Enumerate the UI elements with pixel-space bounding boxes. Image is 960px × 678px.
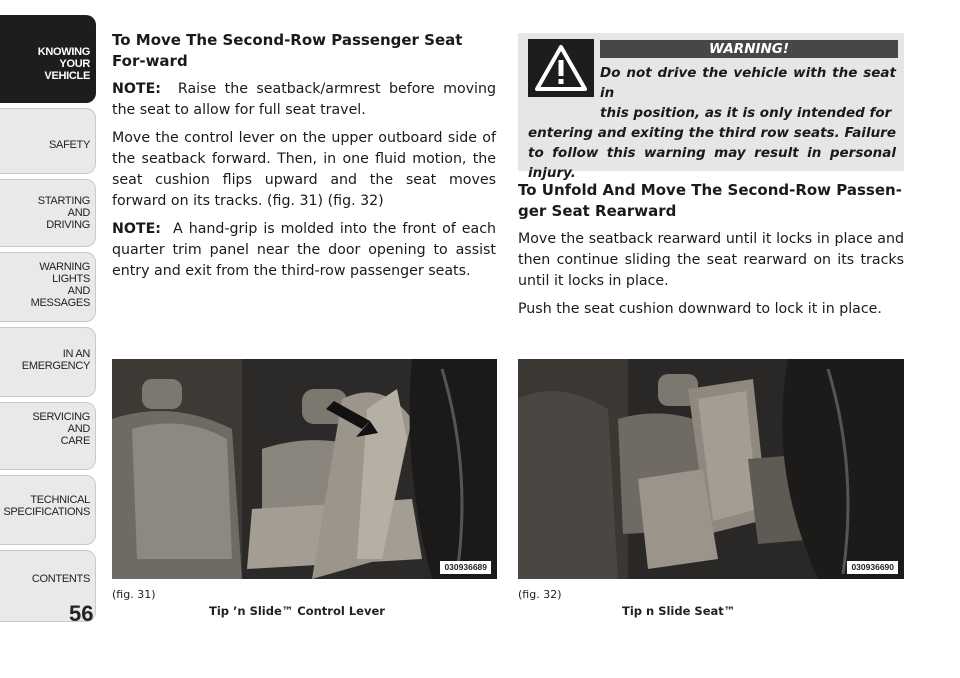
note-label: NOTE: — [112, 221, 161, 237]
right-column — [518, 180, 904, 327]
tab-label: SERVICING AND CARE — [32, 411, 90, 447]
figure-31-photo — [112, 359, 497, 579]
note-text: A hand-grip is molded into the front of each quarter trim panel near the door opening to assist entry and exit from the third-row passenger seats. — [112, 221, 496, 279]
warning-body: entering and exiting the third row seats. Failure to follow this warning may result in personal injury. — [528, 125, 896, 181]
figure-32-photo — [518, 359, 904, 579]
body-paragraph: Move the seatback rearward until it locks in place and then continue sliding the seat rearward on its tracks until it locks in place. — [518, 231, 904, 289]
tab-starting-and-driving[interactable] — [0, 179, 96, 247]
tab-label: WARNING LIGHTS AND MESSAGES — [30, 261, 90, 309]
figure-number: (fig. 32) — [518, 588, 562, 601]
tab-label: CONTENTS — [31, 573, 90, 585]
figure-caption: Tip ’n Slide™ Control Lever — [209, 604, 385, 618]
tip-slide-seat-illustration — [518, 359, 904, 579]
warning-title: WARNING! — [600, 40, 898, 58]
left-column — [112, 30, 496, 289]
body-paragraph: Push the seat cushion downward to lock it in place. — [518, 301, 882, 317]
note-paragraph — [112, 79, 496, 121]
tab-label: SAFETY — [49, 139, 90, 151]
tab-label: IN AN EMERGENCY — [21, 348, 90, 372]
note-text: Raise the seatback/armrest before moving the seat to allow for full seat travel. — [112, 81, 496, 118]
figure-code: 030936690 — [847, 561, 898, 574]
warning-text — [528, 63, 896, 183]
tab-label: KNOWING YOUR VEHICLE — [37, 46, 90, 82]
tab-warning-lights[interactable] — [0, 252, 96, 322]
section-heading-move-forward: To Move The Second-Row Passenger Seat For-ward — [112, 31, 463, 70]
warning-line: this position, as it is only intended for — [600, 105, 892, 121]
tab-knowing-your-vehicle[interactable] — [0, 15, 96, 103]
figure-number: (fig. 31) — [112, 588, 156, 601]
chapter-tabs — [0, 0, 100, 640]
page-number: 56 — [69, 601, 94, 626]
tab-label: STARTING AND DRIVING — [37, 195, 90, 231]
tab-in-an-emergency[interactable] — [0, 327, 96, 397]
tab-servicing-and-care[interactable] — [0, 402, 96, 470]
warning-line: Do not drive the vehicle with the seat in — [600, 65, 896, 101]
warning-box — [518, 33, 904, 181]
tab-safety[interactable] — [0, 108, 96, 174]
tab-label: TECHNICAL SPECIFICATIONS — [3, 494, 90, 518]
section-heading-unfold: To Unfold And Move The Second-Row Passen-ger Seat Rearward — [518, 181, 902, 220]
figure-code: 030936689 — [440, 561, 491, 574]
seat-control-lever-illustration — [112, 359, 497, 579]
body-paragraph: Move the control lever on the upper outboard side of the seatback forward. Then, in one fluid motion, the seat cushion flips upward and the seat moves forward on its tracks. (fig. 31) (fig. 32) — [112, 130, 496, 209]
note-label: NOTE: — [112, 81, 161, 97]
tab-technical-specifications[interactable] — [0, 475, 96, 545]
note-paragraph — [112, 219, 496, 282]
figure-caption: Tip n Slide Seat™ — [622, 604, 736, 618]
